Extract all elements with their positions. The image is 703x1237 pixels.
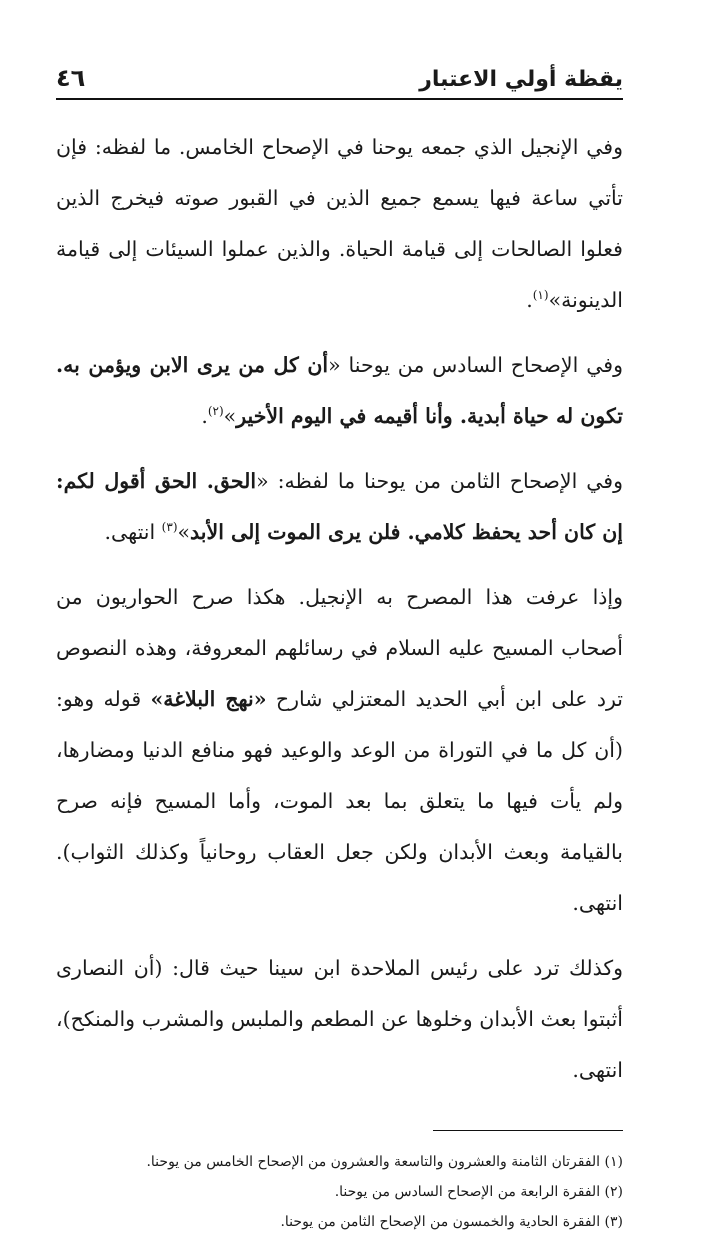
footnote-2: (٢) الفقرة الرابعة من الإصحاح السادس من يوحنا.: [334, 1184, 623, 1200]
paragraph-text: وفي الإصحاح الثامن من يوحنا ما لفظه: «: [256, 469, 623, 493]
paragraph-text: وفي الإصحاح السادس من يوحنا «: [328, 353, 623, 377]
paragraph-4: [56, 572, 623, 929]
body-text: [56, 122, 623, 1096]
paragraph-text: »: [223, 404, 237, 428]
paragraph-text: انتهى.: [104, 520, 162, 544]
paragraph-text: وكذلك ترد على رئيس الملاحدة ابن سينا حيث قال: (أن النصارى أثبتوا بعث الأبدان وخلوها عن المطعم والملبس والمشرب والمنكح)، انتهى.: [56, 956, 623, 1082]
paragraph-text: .: [201, 404, 208, 428]
quoted-text: أن كل من يرى الابن ويؤمن به. تكون له حياة أبدية. وأنا أقيمه في اليوم الأخير: [56, 353, 623, 428]
paragraph-5: [56, 943, 623, 1096]
paragraph-3: [56, 456, 623, 558]
quoted-text: «نهج البلاغة»: [150, 687, 267, 711]
paragraph-text: قوله وهو: (أن كل ما في التوراة من الوعد والوعيد فهو منافع الدنيا ومضارها، ولم يأت فيها ما يتعلق بما بعد الموت، وأما المسيح فإنه صرح بالقيامة وبعث الأبدان ولكن جعل العقاب روحانياً وكذلك الثواب). انتهى.: [56, 687, 623, 915]
footnote-1: (١) الفقرتان الثامنة والعشرون والتاسعة والعشرون من الإصحاح الخامس من يوحنا.: [146, 1154, 623, 1170]
footnote-marker: (١): [532, 288, 549, 303]
footnote-marker: (٣): [161, 520, 178, 535]
running-header: [56, 52, 623, 100]
paragraph-text: وفي الإنجيل الذي جمعه يوحنا في الإصحاح الخامس. ما لفظه: فإن تأتي ساعة فيها يسمع جميع الذين في القبور صوته فيخرج الذين فعلوا الصالحات إلى قيامة الحياة. والذين عملوا السيئات إلى قيامة الدينونة»: [56, 135, 623, 312]
footnote-divider: [433, 1130, 623, 1131]
paragraph-text: »: [177, 520, 191, 544]
footnote-marker: (٢): [207, 404, 224, 419]
paragraph-2: [56, 340, 623, 442]
page-number: ٤٦: [56, 64, 86, 92]
footnote-3: (٣) الفقرة الحادية والخمسون من الإصحاح الثامن من يوحنا.: [280, 1214, 623, 1230]
quoted-text: الحق. الحق أقول لكم: إن كان أحد يحفظ كلامي. فلن يرى الموت إلى الأبد: [56, 469, 623, 544]
header-title: يقظة أولي الاعتبار: [419, 67, 623, 92]
paragraph-text: وإذا عرفت هذا المصرح به الإنجيل. هكذا صرح الحواريون من أصحاب المسيح عليه السلام في رسائلهم المعروفة، وهذه النصوص ترد على ابن أبي الحديد المعتزلي شارح: [56, 585, 623, 711]
paragraph-1: [56, 122, 623, 326]
paragraph-text: .: [526, 288, 533, 312]
footnotes: [56, 1147, 623, 1237]
